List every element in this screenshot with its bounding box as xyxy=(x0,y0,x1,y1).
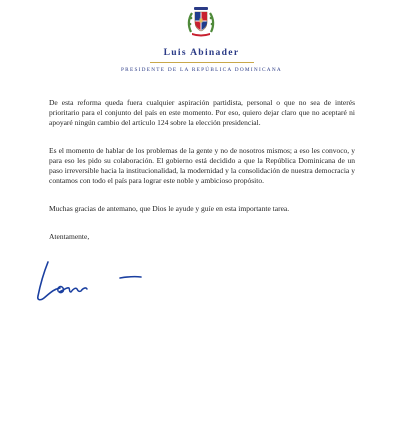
letterhead-divider xyxy=(150,62,254,63)
letterhead-name: Luis Abinader xyxy=(163,47,240,58)
dominican-coat-of-arms-icon xyxy=(184,4,218,38)
closing-salutation: Atentamente, xyxy=(49,232,90,241)
letterhead-position: PRESIDENTE DE LA REPÚBLICA DOMINICANA xyxy=(120,67,283,73)
body-paragraph-2: Es el momento de hablar de los problemas de la gente y no de nosotros mismos; a eso les convoco, y para eso les pido su colaboración. El gobierno está decidido a que la República Dominicana de un paso irreversible hacia la institucionalidad, la modernidad y la consolidación de nuestra democracia y contamos con todo el país para lograr este noble y ambicioso propósito. xyxy=(49,146,355,185)
handwritten-signature-icon xyxy=(34,254,154,306)
body-paragraph-1: De esta reforma queda fuera cualquier aspiración partidista, personal o que no sea de interés prioritario para el conjunto del país en este momento. Por eso, quiero dejar claro que no aceptaré ni apoyaré ningún cambio del artículo 124 sobre la elección presidencial. xyxy=(49,98,355,127)
body-paragraph-3: Muchas gracias de antemano, que Dios le ayude y guíe en esta importante tarea. xyxy=(49,204,290,213)
